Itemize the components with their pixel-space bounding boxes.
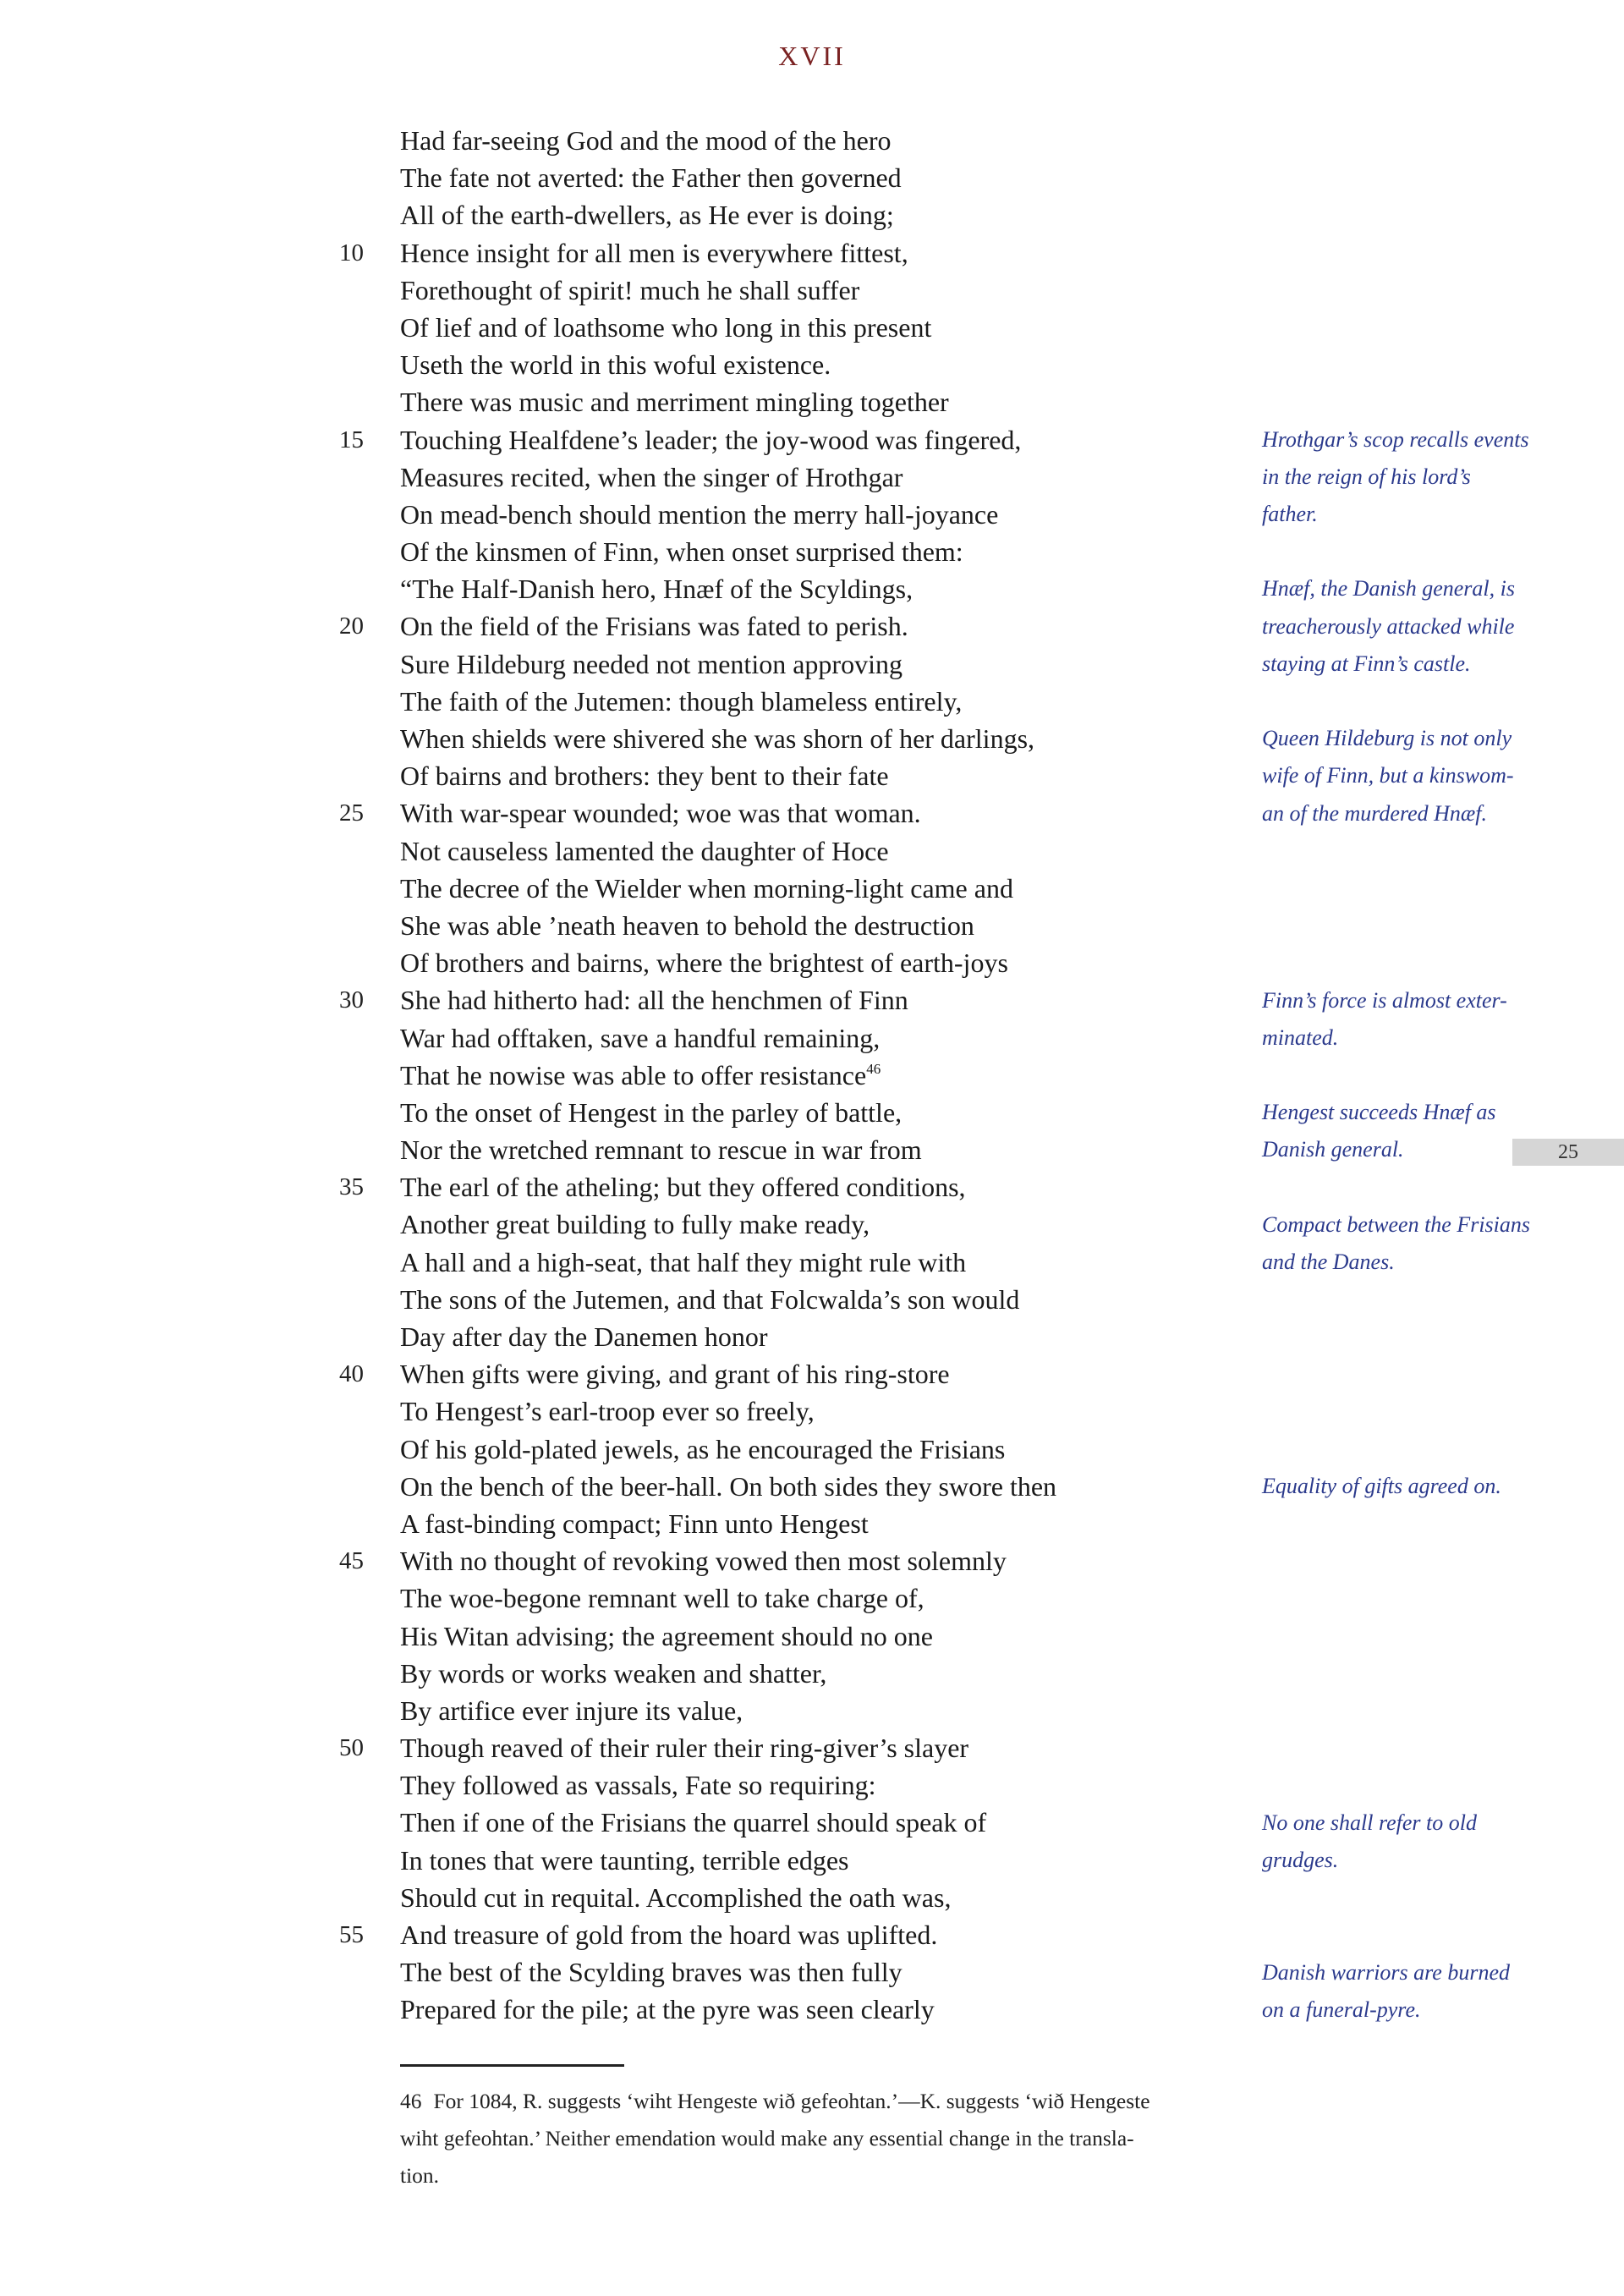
poem-line <box>0 1579 1624 1617</box>
marginal-note <box>1262 982 1541 1057</box>
line-text-content: The best of the Scylding braves was then fully <box>400 1957 903 1988</box>
poem-line <box>0 1318 1624 1355</box>
marginal-note-line: treacherously attacked while <box>1262 613 1515 639</box>
line-text-content: The earl of the atheling; but they offered conditions, <box>400 1172 966 1203</box>
line-text-content: Day after day the Danemen honor <box>400 1321 768 1352</box>
marginal-note <box>1262 421 1541 534</box>
line-text <box>400 1431 1005 1468</box>
poem-line <box>0 196 1624 233</box>
chapter-heading: XVII <box>778 41 846 71</box>
line-text-content: With war-spear wounded; woe was that woman. <box>400 798 921 829</box>
marginal-note-line: Hengest succeeds Hnæf as <box>1262 1100 1496 1125</box>
line-text-content: She had hitherto had: all the henchmen of Finn <box>400 985 908 1016</box>
line-text <box>400 1842 848 1879</box>
line-text-content: When gifts were giving, and grant of his ring-store <box>400 1359 950 1390</box>
line-text-content: Had far-seeing God and the mood of the hero <box>400 125 892 156</box>
line-text <box>400 1879 951 1916</box>
line-text-content: A hall and a high-seat, that half they might rule with <box>400 1246 967 1277</box>
line-text <box>400 1916 937 1953</box>
poem-line <box>0 1168 1624 1206</box>
line-text <box>400 196 894 233</box>
line-number: 10 <box>339 239 364 266</box>
line-text <box>400 1953 903 1991</box>
line-text-content: To the onset of Hengest in the parley of battle, <box>400 1096 903 1128</box>
marginal-note-line: Finn’s force is almost exter- <box>1262 987 1507 1013</box>
line-text <box>400 1804 986 1841</box>
footnote-line <box>400 2083 1229 2120</box>
poem-line <box>0 122 1624 159</box>
line-text <box>400 272 859 309</box>
line-text-content: There was music and merriment mingling together <box>400 387 949 418</box>
poem-line <box>0 1542 1624 1579</box>
line-text <box>400 832 889 870</box>
line-text <box>400 346 831 383</box>
poem-line <box>0 683 1624 720</box>
line-text-content: Of brothers and bairns, where the brightest of earth-joys <box>400 948 1008 979</box>
line-text <box>400 645 903 683</box>
line-text-content: The decree of the Wielder when morning-light came and <box>400 872 1013 904</box>
line-text-content: With no thought of revoking vowed then most solemnly <box>400 1546 1007 1577</box>
line-text <box>400 981 908 1019</box>
line-text <box>400 1618 933 1655</box>
line-text-content: Not causeless lamented the daughter of Hoce <box>400 835 889 866</box>
poem-body <box>0 122 1624 2029</box>
poem-line <box>0 383 1624 420</box>
poem-line <box>0 1916 1624 1953</box>
line-text-content: The sons of the Jutemen, and that Folcwalda’s son would <box>400 1283 1020 1315</box>
line-text-content: Nor the wretched remnant to rescue in war from <box>400 1134 922 1166</box>
footnote-line <box>400 2120 1229 2157</box>
line-text-content: By words or works weaken and shatter, <box>400 1657 827 1689</box>
poem-line <box>0 1392 1624 1430</box>
line-text-content: The woe-begone remnant well to take charge of, <box>400 1583 924 1614</box>
line-text <box>400 383 949 420</box>
marginal-note-line: and the Danes. <box>1262 1250 1395 1274</box>
line-text <box>400 1057 881 1094</box>
line-text-content: War had offtaken, save a handful remaining, <box>400 1022 881 1053</box>
marginal-note-line: an of the murdered Hnæf. <box>1262 800 1487 826</box>
line-text-content: Then if one of the Frisians the quarrel should speak of <box>400 1807 987 1838</box>
marginal-note-line: Hnæf, the Danish general, is <box>1262 576 1515 601</box>
poem-line <box>0 1618 1624 1655</box>
poem-line <box>0 309 1624 346</box>
poem-line <box>0 1505 1624 1542</box>
line-text <box>400 1505 869 1542</box>
poem-line <box>0 832 1624 870</box>
line-text <box>400 234 908 272</box>
line-text <box>400 1131 922 1168</box>
footnote <box>400 2083 1229 2194</box>
page-number: 25 <box>1512 1139 1624 1166</box>
line-number: 50 <box>339 1734 364 1762</box>
line-text-content: Though reaved of their ruler their ring-giver’s slayer <box>400 1733 969 1764</box>
poem-line <box>0 159 1624 196</box>
line-text-content: By artifice ever injure its value, <box>400 1695 743 1726</box>
poem-line <box>0 234 1624 272</box>
line-text-content: That he nowise was able to offer resistance <box>400 1059 867 1090</box>
line-number: 40 <box>339 1360 364 1388</box>
line-text-content: Of lief and of loathsome who long in this present <box>400 311 932 343</box>
marginal-note-line: Compact between the Frisians <box>1262 1211 1531 1237</box>
footnote-rule <box>400 2064 624 2067</box>
marginal-note-line: No one shall refer to old <box>1262 1810 1477 1835</box>
line-number: 55 <box>339 1921 364 1948</box>
line-text <box>400 1318 767 1355</box>
marginal-note-line: minated. <box>1262 1024 1339 1050</box>
line-text <box>400 496 998 533</box>
poem-line <box>0 1692 1624 1729</box>
marginal-note <box>1262 720 1541 832</box>
line-text <box>400 1579 924 1617</box>
line-text <box>400 309 931 346</box>
line-text <box>400 1094 902 1131</box>
footnote-line <box>400 2157 1229 2194</box>
line-text <box>400 1281 1019 1318</box>
marginal-note-line: in the reign of his lord’s <box>1262 464 1471 489</box>
marginal-note <box>1262 1804 1541 1879</box>
line-text <box>400 1019 880 1057</box>
line-text-content: The faith of the Jutemen: though blameless entirely, <box>400 685 963 717</box>
line-text-content: On the field of the Frisians was fated to perish. <box>400 611 908 642</box>
poem-line <box>0 346 1624 383</box>
line-text-content: On mead-bench should mention the merry hall-joyance <box>400 498 999 530</box>
marginal-note-line: Equality of gifts agreed on. <box>1262 1474 1501 1499</box>
line-text <box>400 794 921 832</box>
line-text <box>400 1729 968 1766</box>
poem-line <box>0 1431 1624 1468</box>
line-text <box>400 720 1034 757</box>
line-text-content: To Hengest’s earl-troop ever so freely, <box>400 1396 815 1427</box>
line-number: 20 <box>339 612 364 640</box>
line-text <box>400 159 902 196</box>
line-text-content: Prepared for the pile; at the pyre was seen clearly <box>400 1994 935 2025</box>
line-number: 45 <box>339 1547 364 1575</box>
line-text <box>400 907 974 944</box>
line-text <box>400 1655 826 1692</box>
marginal-note-line: Danish general. <box>1262 1137 1404 1162</box>
line-text-content: Another great building to fully make ready, <box>400 1209 870 1240</box>
line-text <box>400 683 962 720</box>
line-text-content: Touching Healfdene’s leader; the joy-wood was fingered, <box>400 424 1022 455</box>
poem-line <box>0 944 1624 981</box>
marginal-note <box>1262 1468 1541 1505</box>
line-text <box>400 1766 876 1804</box>
line-text-content: Sure Hildeburg needed not mention approving <box>400 648 903 679</box>
line-text <box>400 944 1008 981</box>
marginal-note-line: grudges. <box>1262 1848 1339 1873</box>
line-text-content: Hence insight for all men is everywhere fittest, <box>400 237 908 268</box>
line-text <box>400 1168 966 1206</box>
line-text-content: His Witan advising; the agreement should no one <box>400 1620 933 1651</box>
poem-line <box>0 1057 1624 1094</box>
line-text-content: Of his gold-plated jewels, as he encouraged the Frisians <box>400 1433 1006 1464</box>
line-text-content: Of the kinsmen of Finn, when onset surprised them: <box>400 536 963 568</box>
line-text <box>400 1542 1007 1579</box>
marginal-note-line: staying at Finn’s castle. <box>1262 651 1471 676</box>
poem-line <box>0 907 1624 944</box>
line-text-content: All of the earth-dwellers, as He ever is doing; <box>400 200 894 231</box>
line-text-content: Measures recited, when the singer of Hrothgar <box>400 461 903 492</box>
line-text-content: On the bench of the beer-hall. On both sides they swore then <box>400 1470 1057 1502</box>
line-text <box>400 1991 935 2028</box>
footnote-reference[interactable]: 46 <box>866 1060 881 1077</box>
footnote-text: For 1084, R. suggests ‘wiht Hengeste wið gefeohtan.’—K. suggests ‘wið Hengeste <box>433 2089 1150 2113</box>
poem-line <box>0 1281 1624 1318</box>
line-text <box>400 1468 1056 1505</box>
poem-line <box>0 870 1624 907</box>
line-text <box>400 1692 743 1729</box>
line-text <box>400 122 892 159</box>
line-text <box>400 1244 966 1281</box>
line-text-content: Should cut in requital. Accomplished the oath was, <box>400 1881 952 1913</box>
line-number: 15 <box>339 426 364 453</box>
poem-line <box>0 1729 1624 1766</box>
line-text <box>400 1392 815 1430</box>
line-text <box>400 533 963 570</box>
line-text <box>400 607 908 645</box>
line-text <box>400 421 1021 459</box>
line-number: 30 <box>339 986 364 1014</box>
line-text <box>400 459 903 496</box>
line-text-content: “The Half-Danish hero, Hnæf of the Scyldings, <box>400 574 914 605</box>
line-text-content: The fate not averted: the Father then governed <box>400 162 902 194</box>
footnote-number: 46 <box>400 2089 422 2113</box>
marginal-note-line: father. <box>1262 502 1318 526</box>
poem-line <box>0 1655 1624 1692</box>
footnote-text: wiht gefeohtan.’ Neither emendation would make any essential change in the transla- <box>400 2126 1134 2150</box>
poem-line <box>0 1879 1624 1916</box>
marginal-note <box>1262 1954 1541 2029</box>
line-text-content: And treasure of gold from the hoard was uplifted. <box>400 1920 938 1950</box>
line-text-content: When shields were shivered she was shorn of her darlings, <box>400 723 1035 754</box>
marginal-note <box>1262 1094 1541 1168</box>
line-text-content: Of bairns and brothers: they bent to their fate <box>400 761 889 792</box>
line-text <box>400 870 1013 907</box>
line-text <box>400 1206 870 1243</box>
line-text-content: They followed as vassals, Fate so requiring: <box>400 1770 876 1801</box>
poem-line <box>0 1355 1624 1392</box>
marginal-note-line: wife of Finn, but a kinswom- <box>1262 763 1514 788</box>
line-text <box>400 570 913 607</box>
footnote-text: tion. <box>400 2163 440 2188</box>
line-text-content: She was able ’neath heaven to behold the destruction <box>400 909 974 941</box>
line-number: 35 <box>339 1173 364 1201</box>
line-text-content: A fast-binding compact; Finn unto Hengest <box>400 1508 869 1539</box>
marginal-note <box>1262 1206 1541 1281</box>
line-text-content: Forethought of spirit! much he shall suffer <box>400 274 860 305</box>
marginal-note-line: Danish warriors are burned <box>1262 1959 1511 1985</box>
line-text-content: Useth the world in this woful existence. <box>400 349 831 381</box>
poem-line <box>0 533 1624 570</box>
marginal-note-line: on a funeral-pyre. <box>1262 1997 1421 2022</box>
line-text-content: In tones that were taunting, terrible edges <box>400 1844 849 1876</box>
poem-line <box>0 1766 1624 1804</box>
marginal-note <box>1262 570 1541 683</box>
marginal-note-line: Queen Hildeburg is not only <box>1262 726 1512 751</box>
line-number: 25 <box>339 799 364 827</box>
poem-line <box>0 272 1624 309</box>
marginal-note-line: Hrothgar’s scop recalls events <box>1262 426 1529 452</box>
line-text <box>400 1355 950 1392</box>
line-text <box>400 757 889 794</box>
